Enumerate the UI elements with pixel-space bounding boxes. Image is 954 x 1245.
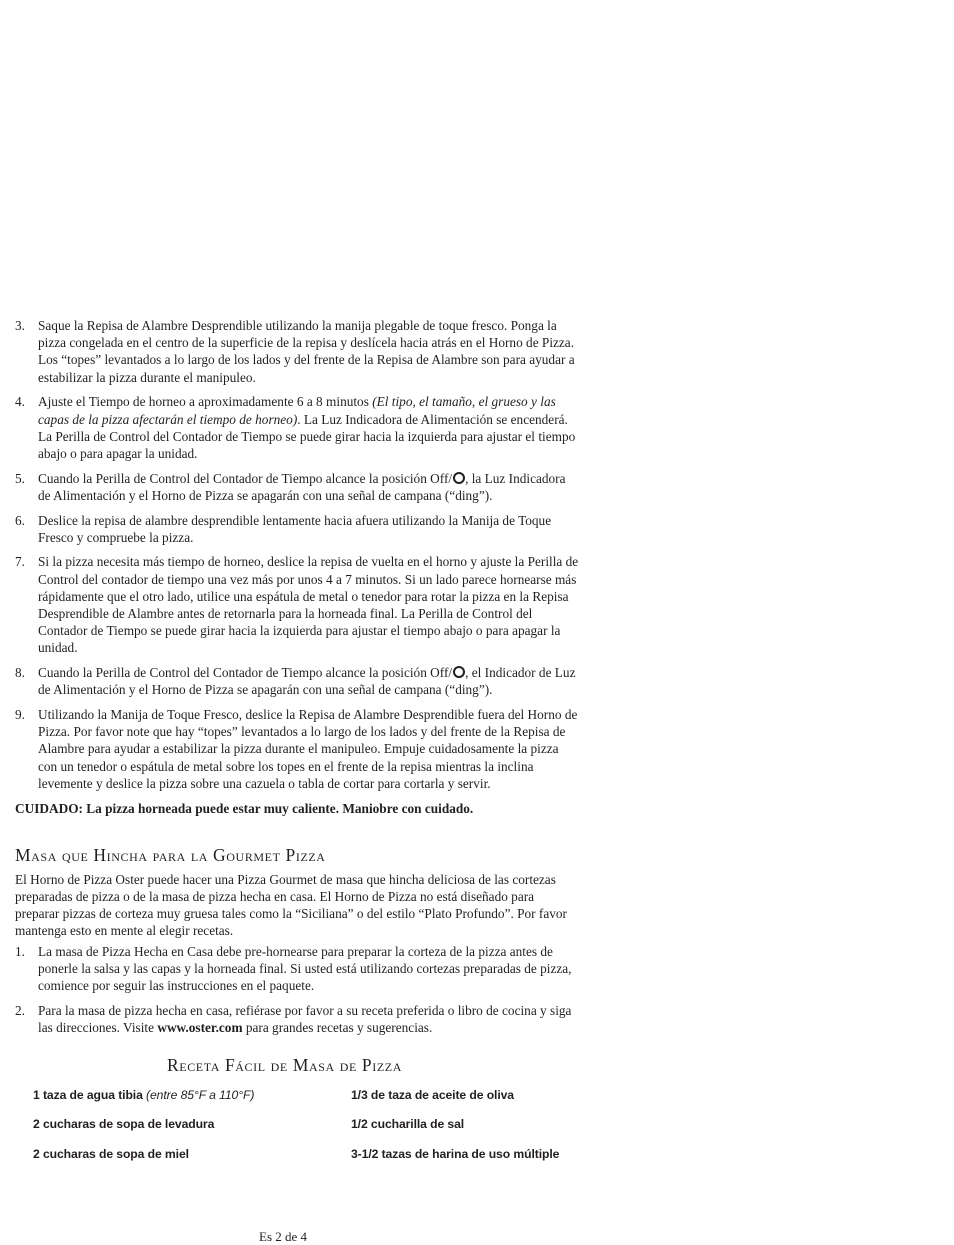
step-text: , la Luz Indicadora de Alimentación y el Horno de Pizza se apagarán con una señal de campana (“ding”). <box>38 470 566 503</box>
ingredient-item <box>33 1087 351 1104</box>
step-text: Deslice la repisa de alambre desprendible lentamente hacia afuera utilizando la Manija de Toque Fresco y compruebe la pizza. <box>38 512 552 545</box>
item-text: La masa de Pizza Hecha en Casa debe pre-hornearse para preparar la corteza de la pizza antes de ponerle la salsa y las capas y la horneada final. Si usted está utilizando cortezas preparadas de pizza, comience por seguir las instrucciones en el paquete. <box>38 943 572 993</box>
step-number: 7. <box>15 554 25 570</box>
ingredient-text: 2 cucharas de sopa de miel <box>33 1146 189 1161</box>
list-item <box>15 512 580 546</box>
item-text: Para la masa de pizza hecha en casa, refiérase por favor a su receta preferida o libro de cocina y siga las direcciones. Visite <box>38 1002 572 1035</box>
step-text: Saque la Repisa de Alambre Desprendible utilizando la manija plegable de toque fresco. Ponga la pizza congelada en el centro de la superficie de la repisa y deslícela hacia atrás en el Horno de Pizza. Los “topes” levantados a lo largo de los lados y del frente de la Repisa de Alambre son para ayudar a estabilizar la pizza durante el manipuleo. <box>38 318 575 385</box>
step-number: 8. <box>15 665 25 681</box>
ingredient-item <box>33 1146 351 1163</box>
ingredient-text: 1/2 cucharilla de sal <box>351 1117 465 1132</box>
ingredient-text: 1/3 de taza de aceite de oliva <box>351 1088 514 1103</box>
item-number: 1. <box>15 943 25 959</box>
item-number: 2. <box>15 1002 25 1018</box>
list-item <box>15 943 580 995</box>
section-heading: Masa que Hincha para la Gourmet Pizza <box>15 844 326 865</box>
page-footer: Es 2 de 4 <box>259 1229 308 1244</box>
step-number: 5. <box>15 470 25 486</box>
website-link[interactable]: www.oster.com <box>157 1019 243 1035</box>
step-text: Si la pizza necesita más tiempo de horneo, deslice la repisa de vuelta en el horno y ajuste la Perilla de Control del contador de tiempo una vez más por unos 4 a 7 minutos. Si un lado parece hornearse más rápidamente que el otro lado, utilice una espátula de metal o tenedor para rotar la pizza en la Repisa Desprendible de Alambre antes de retornarla para la horneada final. La Perilla de Control del Contador de Tiempo se puede girar hacia la izquierda para ajustar el tiempo abajo o para apagar la unidad. <box>38 554 579 656</box>
ingredient-item <box>351 1146 601 1163</box>
power-off-symbol-icon <box>453 472 465 484</box>
step-number: 4. <box>15 394 25 410</box>
caution-note: CUIDADO: La pizza horneada puede estar muy caliente. Maniobre con cuidado. <box>15 800 474 816</box>
step-number: 6. <box>15 512 25 528</box>
ingredient-text: 2 cucharas de sopa de levadura <box>33 1117 215 1132</box>
item-text: para grandes recetas y sugerencias. <box>242 1019 433 1035</box>
step-text: Cuando la Perilla de Control del Contador de Tiempo alcance la posición Off/ <box>38 470 453 486</box>
list-item <box>15 706 580 792</box>
step-text: Cuando la Perilla de Control del Contador de Tiempo alcance la posición Off/ <box>38 665 453 681</box>
step-italic-note: (El tipo, el tamaño, el grueso y las capas de la pizza afectarán el tiempo de horneo) <box>38 394 556 427</box>
power-off-symbol-icon <box>453 666 465 678</box>
ingredient-item <box>351 1087 601 1104</box>
section-intro: El Horno de Pizza Oster puede hacer una Pizza Gourmet de masa que hincha deliciosa de las cortezas preparadas de pizza o de la masa de pizza hecha en casa. El Horno de Pizza no está diseñado para preparar pizzas de corteza muy gruesa tales como la “Siciliana” o del estilo “Plato Profundo”. Por favor mantenga esto en mente al elegir recetas. <box>15 871 567 939</box>
ingredient-text: 1 taza de agua tibia <box>33 1088 147 1103</box>
list-item <box>15 393 580 462</box>
step-text: . La Luz Indicadora de Alimentación se encenderá. La Perilla de Control del Contador de Tiempo se puede girar hacia la izquierda para ajustar el tiempo abajo o para apagar la unidad. <box>38 411 576 461</box>
ingredient-item <box>33 1116 351 1133</box>
list-item <box>15 553 580 656</box>
ingredients-grid <box>33 1087 580 1162</box>
step-text: , el Indicador de Luz de Alimentación y el Horno de Pizza se apagarán con una señal de campana (“ding”). <box>38 665 576 698</box>
instructions-page <box>15 317 580 1163</box>
ingredient-note: (entre 85°F a 110°F) <box>146 1088 255 1103</box>
step-number: 9. <box>15 707 25 723</box>
list-item <box>15 664 580 698</box>
steps-list <box>15 317 580 792</box>
step-number: 3. <box>15 318 25 333</box>
ingredient-item <box>351 1116 601 1133</box>
list-item <box>15 470 580 504</box>
section-list <box>15 943 580 1037</box>
list-item <box>15 1002 580 1036</box>
list-item <box>15 317 580 386</box>
step-text: Ajuste el Tiempo de horneo a aproximadamente 6 a 8 minutos <box>38 394 373 410</box>
step-text: Utilizando la Manija de Toque Fresco, deslice la Repisa de Alambre Desprendible fuera del Horno de Pizza. Por favor note que hay “topes” levantados a lo largo de los lados y del frente de la Repisa de Alambre para ayudar a estabilizar la pizza durante el manipuleo. Empuje cuidadosamente la pizza con un tenedor o espátula de metal sobre los topes en el frente de la repisa mientras la inclina levemente y deslice la pizza sobre una cazuela o tabla de cortar para cortarla y servir. <box>38 707 578 791</box>
recipe-heading: Receta Fácil de Masa de Pizza <box>167 1055 402 1076</box>
ingredient-text: 3-1/2 tazas de harina de uso múltiple <box>351 1146 560 1161</box>
